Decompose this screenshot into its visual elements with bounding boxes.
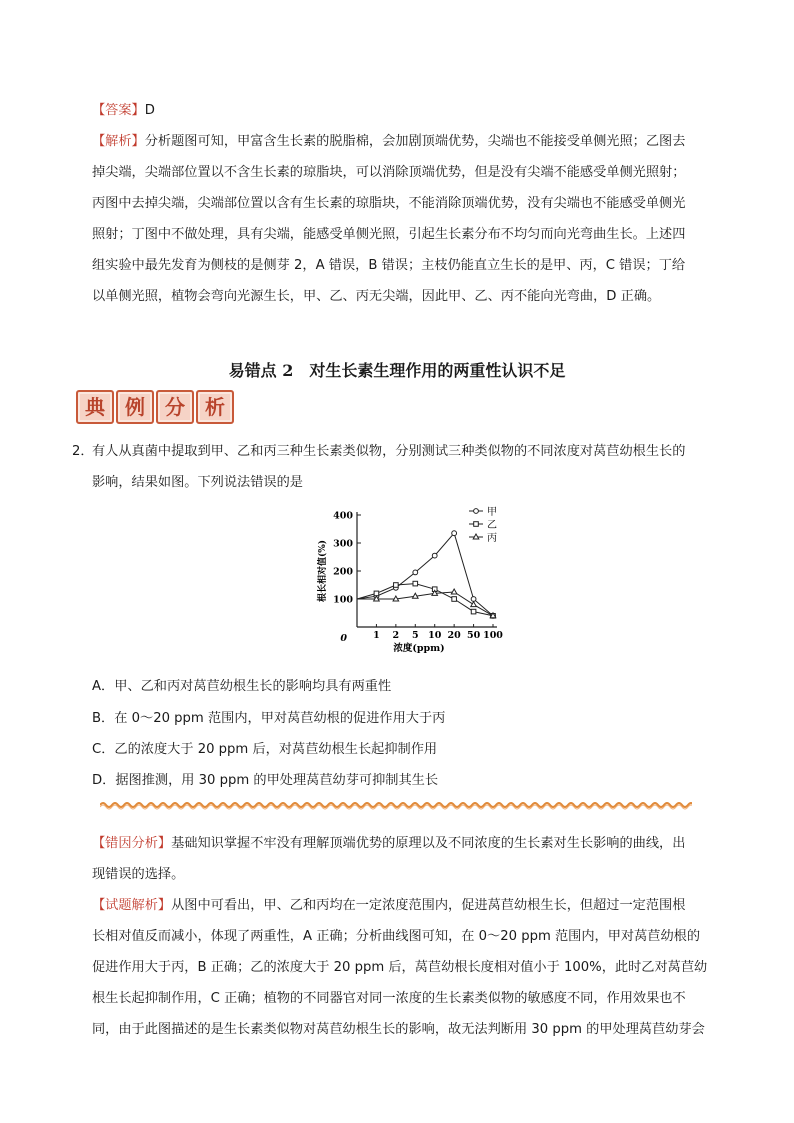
data-point <box>413 581 418 586</box>
analysis-line-3: 丙图中去掉尖端，尖端部位置以含有生长素的琼脂块，不能消除顶端优势，没有尖端也不能感受单侧光 <box>92 196 686 211</box>
data-point <box>393 596 399 601</box>
answer-line <box>92 95 722 126</box>
option-a: A．甲、乙和丙对莴苣幼根生长的影响均具有两重性 <box>92 679 392 694</box>
y-tick-label: 400 <box>333 510 353 522</box>
data-point <box>471 609 476 614</box>
analysis-line-2: 掉尖端，尖端部位置以不含生长素的琼脂块，可以消除顶端优势，但是没有尖端不能感受单侧光照射； <box>92 165 686 180</box>
question-line-2 <box>72 467 732 498</box>
y-tick-label: 200 <box>333 566 353 578</box>
detailed-analysis-line-1: 【试题解析】从图中可看出，甲、乙和丙均在一定浓度范围内，促进莴苣幼根生长，但超过一定范围根 <box>92 898 686 913</box>
data-point <box>451 589 457 594</box>
analysis-line-6: 以单侧光照，植物会弯向光源生长，甲、乙、丙无尖端，因此甲、乙、丙不能向光弯曲，D 正确。 <box>92 289 661 304</box>
badge-char: 析 <box>196 390 234 424</box>
question-text: 有人从真菌中提取到甲、乙和丙三种生长素类似物，分别测试三种类似物的不同浓度对莴苣幼根生长的 <box>92 444 686 459</box>
legend-marker <box>474 509 479 514</box>
legend-label: 甲 <box>487 507 497 518</box>
detailed-analysis-line-5: 同，由于此图描述的是生长素类似物对莴苣幼根生长的影响，故无法判断用 30 ppm 的甲处理莴苣幼芽会 <box>92 1022 705 1037</box>
badge-char: 典 <box>76 390 114 424</box>
badge-char: 例 <box>116 390 154 424</box>
option-d: D．据图推测，用 30 ppm 的甲处理莴苣幼芽可抑制其生长 <box>92 773 439 788</box>
question-text: 影响，结果如图。下列说法错误的是 <box>92 475 303 490</box>
data-point <box>412 593 418 598</box>
option-c: C．乙的浓度大于 20 ppm 后，对莴苣幼根生长起抑制作用 <box>92 742 438 757</box>
section-heading: 易错点 2 对生长素生理作用的两重性认识不足 <box>228 361 566 380</box>
answer-tag: 【答案】 <box>92 103 145 118</box>
data-point <box>394 583 399 588</box>
question-number: 2． <box>72 444 94 459</box>
x-tick-label: 1 <box>373 630 380 641</box>
x-tick-label: 50 <box>466 630 481 641</box>
x-tick-label: 100 <box>483 630 503 641</box>
badge-char: 分 <box>156 390 194 424</box>
x-tick-label: 5 <box>411 630 419 641</box>
analysis-line-5: 组实验中最先发育为侧枝的是侧芽 2，A 错误，B 错误；主枝仍能直立生长的是甲、丙，C 错误；丁给 <box>92 258 686 273</box>
x-tick-label: 10 <box>428 630 442 641</box>
legend-label: 乙 <box>487 520 497 531</box>
data-point <box>413 570 418 575</box>
error-analysis-tag: 【错因分析】 <box>92 836 172 851</box>
option-b: B．在 0～20 ppm 范围内，甲对莴苣幼根的促进作用大于丙 <box>92 711 446 726</box>
detailed-analysis-tag: 【试题解析】 <box>92 898 172 913</box>
answer-value: D <box>144 103 155 118</box>
question-line-1 <box>72 436 732 467</box>
detailed-analysis-line-2: 长相对值反而减小，体现了两重性，A 正确；分析曲线图可知，在 0～20 ppm 范围内，甲对莴苣幼根的 <box>92 929 701 944</box>
wavy-divider <box>100 798 692 812</box>
analysis-line-1: 【解析】分析题图可知，甲富含生长素的脱脂棉，会加剧顶端优势，尖端也不能接受单侧光照；乙图去 <box>92 134 686 149</box>
root-length-chart <box>310 500 530 660</box>
x-axis-label: 浓度(ppm) <box>393 643 445 654</box>
detailed-analysis-line-4: 根生长起抑制作用，C 正确；植物的不同器官对同一浓度的生长素类似物的敏感度不同，作用效果也不 <box>92 991 686 1006</box>
legend-label: 丙 <box>487 533 497 544</box>
data-point <box>452 597 457 602</box>
y-tick-label: 300 <box>333 538 353 550</box>
data-point <box>432 553 437 558</box>
y-axis-label: 根长相对值(%) <box>318 539 328 603</box>
data-point <box>471 602 477 607</box>
x-tick-label: 20 <box>447 630 461 641</box>
data-point <box>452 531 457 536</box>
error-analysis-line-2: 现错误的选择。 <box>92 867 185 882</box>
y-tick-label: 100 <box>333 594 353 606</box>
y-tick-label: 0 <box>340 633 347 644</box>
detailed-analysis-line-3: 促进作用大于丙，B 正确；乙的浓度大于 20 ppm 后，莴苣幼根长度相对值小于 100%，此时乙对莴苣幼 <box>92 960 708 975</box>
legend-marker <box>474 522 479 527</box>
analysis-line-4: 照射；丁图中不做处理，具有尖端，能感受单侧光照，引起生长素分布不均匀而向光弯曲生长。上述四 <box>92 227 686 242</box>
legend-marker <box>473 534 479 539</box>
example-analysis-badge <box>76 390 234 424</box>
analysis-tag: 【解析】 <box>92 134 145 149</box>
error-analysis-line-1: 【错因分析】基础知识掌握不牢没有理解顶端优势的原理以及不同浓度的生长素对生长影响的曲线，出 <box>92 836 686 851</box>
x-tick-label: 2 <box>392 630 400 641</box>
